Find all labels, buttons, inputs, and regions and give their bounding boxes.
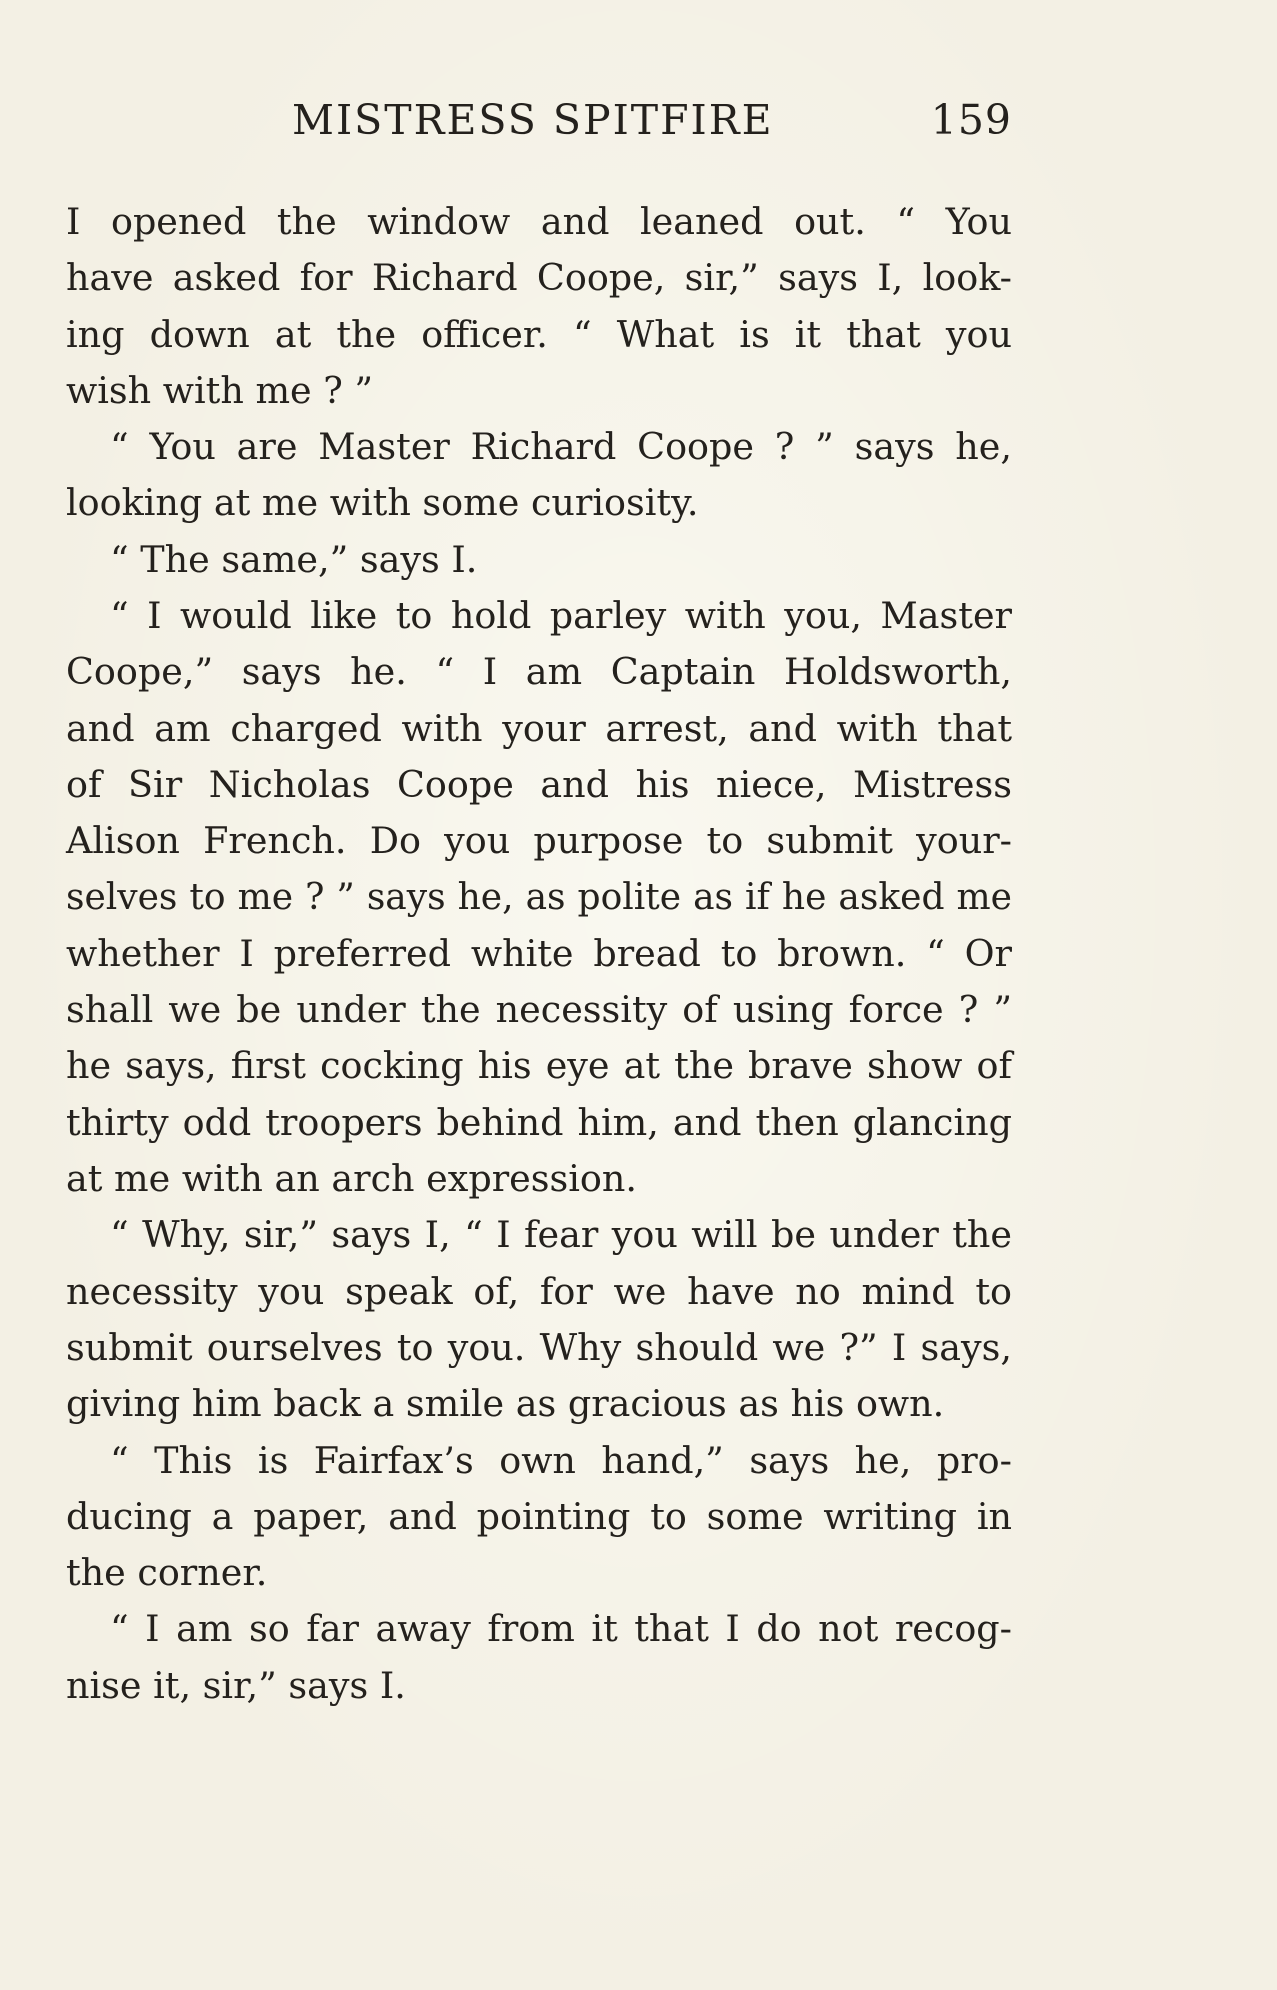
text-line: nise it, sir,” says I. <box>66 1663 406 1707</box>
running-head <box>66 96 1012 156</box>
text-line: thirty odd troopers behind him, and then glancing <box>66 1100 1012 1144</box>
page-number: 159 <box>930 96 1012 144</box>
text-line: whether I preferred white bread to brown. “ Or <box>66 931 1012 975</box>
text-line: ing down at the officer. “ What is it that you <box>66 312 1012 356</box>
running-title: MISTRESS SPITFIRE <box>292 96 774 144</box>
text-line: necessity you speak of, for we have no mind to <box>66 1269 1012 1313</box>
text-line: “ I am so far away from it that I do not recog- <box>110 1607 1012 1651</box>
text-line: “ Why, sir,” says I, “ I fear you will be under the <box>110 1213 1012 1257</box>
text-line: he says, first cocking his eye at the brave show of <box>66 1044 1012 1088</box>
text-line: the corner. <box>66 1551 268 1595</box>
text-line: of Sir Nicholas Coope and his niece, Mistress <box>66 762 1012 806</box>
body-text <box>66 194 1012 1714</box>
text-line: and am charged with your arrest, and with that <box>66 706 1012 750</box>
text-line: “ The same,” says I. <box>110 537 478 581</box>
text-line: I opened the window and leaned out. “ You <box>66 200 1012 243</box>
text-line: ducing a paper, and pointing to some writing in <box>66 1494 1012 1538</box>
text-line: Coope,” says he. “ I am Captain Holdsworth, <box>66 650 1012 694</box>
text-line: “ I would like to hold parley with you, Master <box>110 594 1012 638</box>
text-line: at me with an arch expression. <box>66 1157 637 1201</box>
text-line: looking at me with some curiosity. <box>66 481 699 525</box>
text-line: selves to me ? ” says he, as polite as if he asked me <box>66 876 1012 918</box>
text-line: Alison French. Do you purpose to submit your- <box>66 819 1012 863</box>
text-line: wish with me ? ” <box>66 368 374 412</box>
text-line: have asked for Richard Coope, sir,” says I, look- <box>66 256 1012 300</box>
text-line: shall we be under the necessity of using force ? ” <box>66 988 1012 1032</box>
text-line: submit ourselves to you. Why should we ?” I says, <box>66 1325 1012 1369</box>
text-line: giving him back a smile as gracious as his own. <box>66 1382 945 1426</box>
text-line: “ This is Fairfax’s own hand,” says he, pro- <box>110 1438 1012 1482</box>
text-line: “ You are Master Richard Coope ? ” says he, <box>110 425 1012 469</box>
